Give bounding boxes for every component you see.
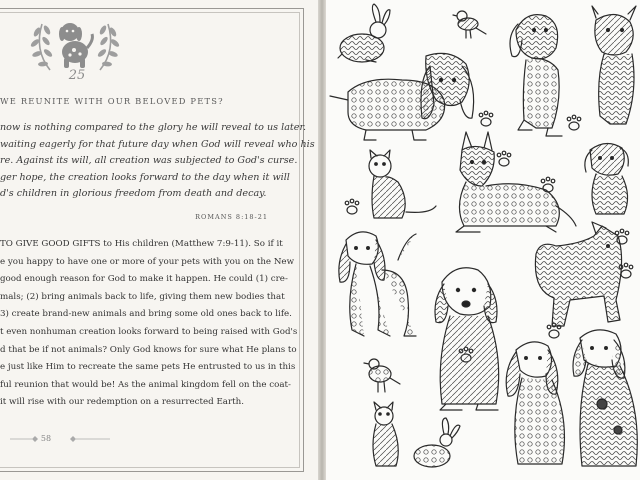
body-line: it will rise with our redemption on a resurrected Earth. — [0, 397, 244, 408]
body-line: d that be if not animals? Only God knows for sure what He plans to — [0, 344, 297, 355]
chapter-heading: WE REUNITE WITH OUR BELOVED PETS? — [0, 96, 224, 106]
quote-line: waiting eagerly for that future day when God will reveal who his — [0, 138, 315, 150]
body-paragraph — [0, 236, 300, 412]
body-line: e you happy to have one or more of your pets with you on the New — [0, 256, 295, 267]
kitten-drawing — [373, 402, 398, 466]
body-line: t even nonhuman creation looks forward to being raised with God's — [0, 326, 298, 337]
retriever-drawing — [435, 268, 499, 410]
body-line: mals; (2) bring animals back to life, giving them new bodies that — [0, 291, 285, 302]
spaniel-drawing — [339, 232, 416, 336]
rabbit-drawing — [338, 4, 390, 62]
quote-line: d's children in glorious freedom from death and decay. — [0, 188, 267, 200]
spotted-dog-drawing — [573, 330, 637, 466]
chapter-number: 25 — [68, 68, 86, 83]
folio-ornament — [10, 433, 110, 445]
bird-drawing — [453, 11, 486, 38]
page-number: 58 — [40, 434, 52, 443]
hound-dog-drawing — [330, 53, 474, 140]
quote-line: re. Against its will, all creation was subjected to God's curse. — [0, 155, 298, 167]
floppy-ear-dog-drawing — [506, 342, 564, 464]
german-shepherd-drawing — [456, 132, 576, 232]
right-page — [326, 0, 640, 480]
coloring-illustration — [326, 0, 640, 480]
book-gutter — [318, 0, 326, 480]
scripture-citation: ROMANS 8:18-21 — [195, 213, 268, 221]
quote-line: ger hope, the creation looks forward to the day when it will — [0, 171, 290, 183]
body-line: TO GIVE GOOD GIFTS to His children (Matthew 7:9-11). So if it — [0, 239, 283, 249]
body-line: good enough reason for God to make it happen. He could (1) cre- — [0, 274, 288, 285]
left-page — [0, 0, 318, 480]
cat-drawing — [369, 150, 436, 218]
terrier-drawing — [535, 222, 621, 326]
body-line: ful reunion that would be! As the animal kingdom fell on the coat- — [0, 379, 291, 390]
body-line: 3) create brand-new animals and bring some old ones back to life. — [0, 309, 292, 320]
puppy-drawing — [585, 143, 628, 214]
small-bird-drawing — [364, 359, 400, 392]
standing-dog-drawing — [510, 15, 562, 136]
scripture-quote — [0, 120, 315, 203]
pit-bull-drawing — [592, 6, 636, 124]
bunny-drawing — [414, 418, 460, 467]
quote-line: now is nothing compared to the glory he will reveal to us later. — [0, 122, 307, 133]
body-line: e just like Him to recreate the same pets He entrusted to us in this — [0, 362, 296, 373]
